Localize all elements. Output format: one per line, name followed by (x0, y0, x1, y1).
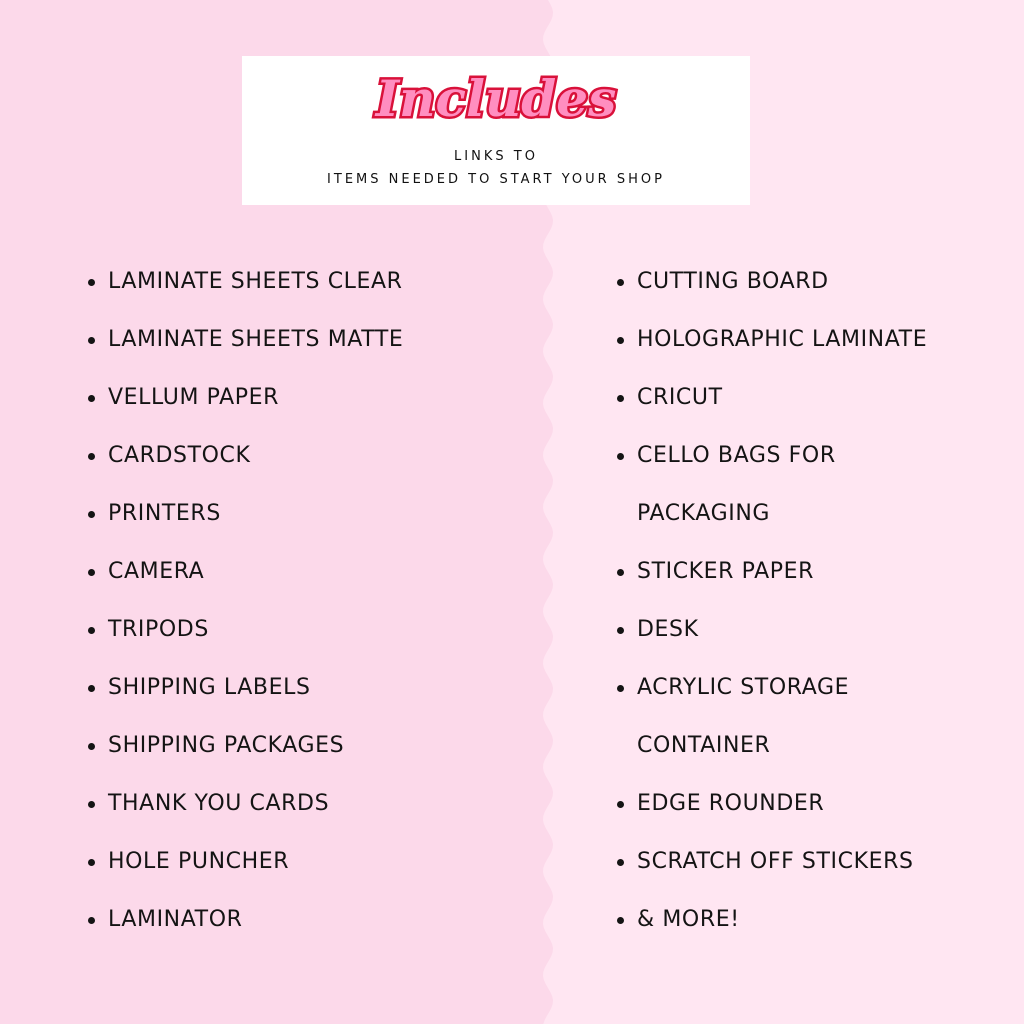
bullet-icon (88, 279, 95, 286)
list-item (617, 432, 927, 490)
bullet-icon (617, 801, 624, 808)
list-item (88, 490, 403, 548)
list-item-label: CARDSTOCK (108, 443, 251, 468)
includes-title (242, 64, 750, 134)
list-item-label: CRICUT (637, 385, 723, 410)
list-item (617, 606, 927, 664)
list-item-label: TRIPODS (108, 617, 209, 642)
list-item-label: PACKAGING (637, 501, 771, 526)
list-item-label: CUTTING BOARD (637, 269, 829, 294)
list-item (88, 606, 403, 664)
list-item-label: SCRATCH OFF STICKERS (637, 849, 914, 874)
bullet-icon (617, 917, 624, 924)
bullet-icon (617, 859, 624, 866)
bullet-icon (88, 395, 95, 402)
bullet-icon (88, 569, 95, 576)
list-item-label: PRINTERS (108, 501, 221, 526)
list-item-label: SHIPPING PACKAGES (108, 733, 345, 758)
list-item (617, 664, 927, 722)
items-list-right (617, 258, 927, 954)
list-item-label: HOLE PUNCHER (108, 849, 290, 874)
list-item-label: THANK YOU CARDS (108, 791, 330, 816)
bullet-icon (88, 627, 95, 634)
list-item-label: LAMINATE SHEETS CLEAR (108, 269, 403, 294)
list-item (88, 722, 403, 780)
list-item (617, 896, 927, 954)
bullet-icon (88, 453, 95, 460)
bullet-icon (617, 685, 624, 692)
list-item (88, 548, 403, 606)
list-item-label: LAMINATOR (108, 907, 243, 932)
list-item (617, 838, 927, 896)
bullet-icon (617, 569, 624, 576)
bullet-icon (617, 279, 624, 286)
list-item-label: ACRYLIC STORAGE (637, 675, 850, 700)
list-item-label: CELLO BAGS FOR (637, 443, 836, 468)
bullet-icon (617, 395, 624, 402)
bullet-icon (88, 511, 95, 518)
subtitle-items-needed: ITEMS NEEDED TO START YOUR SHOP (327, 172, 665, 187)
list-item-label: DESK (637, 617, 699, 642)
bullet-icon (617, 453, 624, 460)
list-item-label: CAMERA (108, 559, 205, 584)
list-item (88, 374, 403, 432)
subtitle-links-to: LINKS TO (454, 149, 538, 164)
bullet-icon (617, 337, 624, 344)
list-item-label: STICKER PAPER (637, 559, 815, 584)
list-item (617, 316, 927, 374)
list-item-continuation (617, 490, 927, 548)
list-item (617, 780, 927, 838)
bullet-icon (88, 337, 95, 344)
bullet-icon (88, 801, 95, 808)
list-item (88, 258, 403, 316)
bullet-icon (617, 627, 624, 634)
list-item-label: CONTAINER (637, 733, 771, 758)
list-item (88, 838, 403, 896)
list-item-label: SHIPPING LABELS (108, 675, 311, 700)
bullet-icon (88, 685, 95, 692)
items-list-left (88, 258, 403, 954)
list-item-continuation (617, 722, 927, 780)
bullet-icon (88, 859, 95, 866)
list-item (88, 780, 403, 838)
list-item (88, 664, 403, 722)
list-item (617, 548, 927, 606)
list-item (88, 432, 403, 490)
list-item (617, 258, 927, 316)
list-item-label: HOLOGRAPHIC LAMINATE (637, 327, 928, 352)
list-item-label: EDGE ROUNDER (637, 791, 825, 816)
list-item-label: VELLUM PAPER (108, 385, 280, 410)
list-item (88, 316, 403, 374)
bullet-icon (88, 743, 95, 750)
includes-title-text: Includes (375, 69, 617, 128)
list-item (617, 374, 927, 432)
list-item-label: LAMINATE SHEETS MATTE (108, 327, 404, 352)
bullet-icon (88, 917, 95, 924)
list-item-label: & MORE! (637, 907, 740, 932)
includes-header-card (242, 56, 750, 205)
list-item (88, 896, 403, 954)
